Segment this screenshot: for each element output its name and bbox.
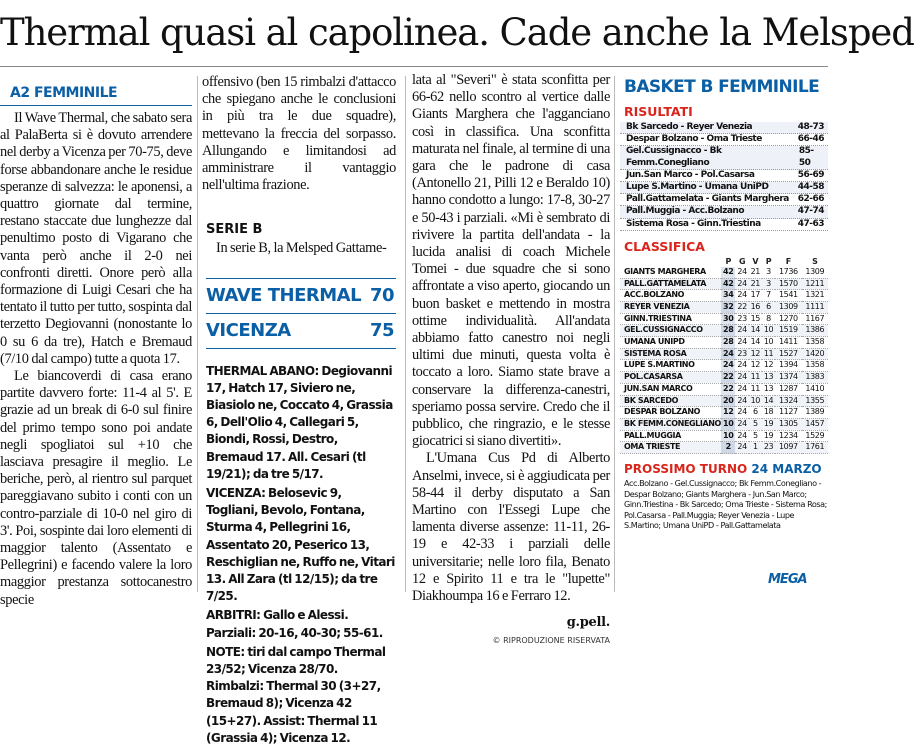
- standings-cell: 34: [721, 290, 736, 302]
- standings-cell: 5: [749, 430, 762, 442]
- standings-cell: 24: [735, 383, 748, 395]
- standings-cell: 24: [735, 430, 748, 442]
- standings-row: [620, 395, 828, 407]
- standings-cell: 1305: [775, 418, 801, 430]
- standings-cell: 1355: [802, 395, 828, 407]
- paragraph: L'Umana Cus Pd di Alberto Anselmi, invece, si è aggiudicata per 58-44 il derby disputato a San Martino con l'Essegi Lupe che lamenta diverse assenze: 11-11, 26-19 e 42-33 i parziali delle universitarie; nelle loro fila, Benato 12 e Spirito 11 e tra le "lupette" Diakhoumpa 16 e Ferraro 12.: [412, 450, 610, 605]
- standings-cell: 42: [721, 278, 736, 290]
- standings-team: GIANTS MARGHERA: [620, 267, 721, 278]
- column-1: [0, 76, 192, 609]
- box-score-label: VICENZA:: [206, 486, 266, 501]
- standings-cell: 14: [762, 395, 775, 407]
- column-2: [202, 76, 396, 749]
- standings-cell: 1097: [775, 442, 801, 454]
- result-row: [620, 170, 828, 182]
- standings-team: OMA TRIESTE: [620, 442, 721, 454]
- standings-cell: 24: [735, 267, 748, 278]
- standings-cell: 1411: [775, 337, 801, 349]
- standings-cell: 7: [762, 290, 775, 302]
- standings-cell: 1309: [775, 301, 801, 313]
- standings-cell: 22: [721, 383, 736, 395]
- standings-row: [620, 442, 828, 454]
- result-score: 44-58: [797, 182, 824, 193]
- standings-team: POL.CASARSA: [620, 372, 721, 384]
- standings-team: PALL.MUGGIA: [620, 430, 721, 442]
- standings-cell: 1358: [802, 360, 828, 372]
- standings-cell: 24: [735, 278, 748, 290]
- result-score: 48-73: [797, 122, 824, 132]
- standings-team: REYER VENEZIA: [620, 301, 721, 313]
- section-label-a2: A2 FEMMINILE: [0, 76, 192, 106]
- standings-cell: 6: [749, 407, 762, 419]
- score-row-home: [206, 282, 396, 310]
- standings-cell: 1457: [802, 418, 828, 430]
- standings-cell: 2: [721, 442, 736, 454]
- standings-cell: 12: [749, 348, 762, 360]
- away-team: VICENZA: [206, 319, 291, 341]
- score-row-away: [206, 317, 396, 345]
- standings-cell: 8: [762, 313, 775, 325]
- standings-cell: 13: [762, 383, 775, 395]
- standings-cell: 28: [721, 337, 736, 349]
- standings-cell: 14: [749, 337, 762, 349]
- result-score: 66-46: [797, 134, 824, 145]
- column-3: [412, 72, 610, 645]
- standings-cell: 1527: [775, 348, 801, 360]
- box-score-text: Gallo e Alessi. Parziali: 20-16, 40-30; 55-61.: [206, 608, 383, 640]
- article-body-3: [412, 72, 610, 605]
- standings-cell: 10: [762, 337, 775, 349]
- standings-cell: 42: [721, 267, 736, 278]
- column-separator: [405, 76, 406, 592]
- result-match: Lupe S.Martino - Umana UniPD: [626, 182, 769, 193]
- standings-cell: 12: [762, 360, 775, 372]
- result-score: 47-74: [797, 206, 824, 217]
- standings-header-cell: F: [785, 256, 791, 266]
- standings-team: JUN.SAN MARCO: [620, 383, 721, 395]
- standings-cell: 18: [762, 407, 775, 419]
- standings-cell: 30: [721, 313, 736, 325]
- standings-team: GEL.CUSSIGNACCO: [620, 325, 721, 337]
- standings-header-cell: [620, 257, 721, 267]
- standings-row: [620, 301, 828, 313]
- basket-b-box: [620, 76, 828, 531]
- standings-cell: 21: [749, 267, 762, 278]
- score-rule: [206, 313, 396, 314]
- standings-header-cell: P: [725, 256, 731, 266]
- standings-cell: 1570: [775, 278, 801, 290]
- article-body-2: [202, 74, 396, 194]
- standings-cell: 23: [762, 442, 775, 454]
- standings-row: [620, 383, 828, 395]
- standings-row: [620, 372, 828, 384]
- result-score: 62-66: [797, 194, 824, 205]
- standings-cell: 24: [735, 407, 748, 419]
- score-box: [202, 278, 396, 349]
- standings-cell: 1309: [802, 267, 828, 278]
- standings-cell: 24: [735, 290, 748, 302]
- standings-cell: 1761: [802, 442, 828, 454]
- standings-cell: 24: [735, 395, 748, 407]
- column-separator: [614, 76, 615, 592]
- box-score-label: ARBITRI:: [206, 608, 261, 623]
- result-row: [620, 219, 828, 231]
- headline: Thermal quasi al capolinea. Cade anche la Melsped: [0, 11, 914, 54]
- standings-row: [620, 348, 828, 360]
- standings-cell: 12: [721, 407, 736, 419]
- next-round-fixtures: Acc.Bolzano - Gel.Cussignacco; Bk Femm.Conegliano - Despar Bolzano; Giants Marghera - Jun.San Marco; Ginn.Triestina - Bk Sarcedo; Oma Trieste - Sistema Rosa; Pol.Casarsa - Pall.Muggia; Reyer Venezia - Lupe S.Martino; Umana UniPD - Pall.Gattamelata: [624, 478, 827, 531]
- standings-cell: 24: [721, 348, 736, 360]
- score-rule: [206, 348, 396, 349]
- standings-cell: 24: [735, 372, 748, 384]
- result-row: [620, 194, 828, 206]
- basket-b-title: BASKET B FEMMINILE: [624, 77, 820, 97]
- standings-row: [620, 337, 828, 349]
- standings-label: CLASSIFICA: [624, 238, 705, 254]
- standings-team: LUPE S.MARTINO: [620, 360, 721, 372]
- result-score: 47-63: [797, 218, 824, 229]
- standings-cell: 22: [721, 372, 736, 384]
- standings-header-cell: G: [739, 256, 746, 266]
- standings-cell: 1541: [775, 290, 801, 302]
- standings-cell: 17: [749, 290, 762, 302]
- result-match: Jun.San Marco - Pol.Casarsa: [626, 169, 755, 180]
- result-match: Pall.Muggia - Acc.Bolzano: [626, 206, 745, 217]
- standings-row: [620, 418, 828, 430]
- home-points: 70: [369, 284, 394, 306]
- standings-team: BK SARCEDO: [620, 395, 721, 407]
- standings-cell: 12: [749, 360, 762, 372]
- standings-header-cell: S: [812, 256, 818, 266]
- result-row: [620, 134, 828, 146]
- standings-cell: 1383: [802, 372, 828, 384]
- article-body-1: [0, 110, 192, 609]
- result-score: 56-69: [797, 169, 824, 180]
- result-row: [620, 182, 828, 194]
- box-score: [202, 363, 396, 747]
- result-row: [620, 146, 828, 169]
- standings-cell: 11: [749, 383, 762, 395]
- standings-header-row: [620, 257, 828, 267]
- result-score: 85-50: [798, 146, 814, 168]
- results-label: RISULTATI: [624, 104, 693, 119]
- standings-cell: 10: [721, 418, 736, 430]
- standings-cell: 1: [749, 442, 762, 454]
- box-score-entry: [206, 607, 396, 641]
- standings-team: UMANA UNIPD: [620, 337, 721, 349]
- standings-cell: 1420: [802, 348, 828, 360]
- standings-cell: 1287: [775, 383, 801, 395]
- results-list: [620, 122, 828, 231]
- standings-team: BK FEMM.CONEGLIANO: [620, 418, 721, 430]
- standings-cell: 1529: [802, 430, 828, 442]
- standings-cell: 3: [762, 267, 775, 278]
- box-score-text: tiri dal campo Thermal 23/52; Vicenza 28/70. Rimbalzi: Thermal 30 (3+27, Bremaud 8); Vicenza 42 (15+27). Assist: Thermal 11 (Grassia 4); Vicenza 12.: [206, 644, 386, 745]
- standings-body: [620, 267, 828, 454]
- next-round-date: 24 MARZO: [751, 462, 822, 477]
- standings-cell: 1211: [802, 278, 828, 290]
- standings-team: SISTEMA ROSA: [620, 348, 721, 360]
- paragraph: Il Wave Thermal, che sabato sera al PalaBerta si è dovuto arrendere nel derby a Vicenza per 70-75, deve forse abbandonare anche le residue speranze di salvezza: le aponensi, a quattro giornate dal termine, restano staccate due lunghezze dal penultimo posto di Vigarano che vanta però anche il 2-0 nei confronti diretti. Onore però alla formazione di Luigi Cesari che ha tentato il tutto per tutto, sospinta dal terzetto Degiovanni (nonostante lo 0 su 6 da tre), Hatch e Bremaud (7/10 dal campo) tutte a quota 17.: [0, 110, 192, 367]
- standings-cell: 20: [721, 395, 736, 407]
- standings-team: DESPAR BOLZANO: [620, 407, 721, 419]
- paragraph: lata al "Severi" è stata sconfitta per 66-62 nello scontro al vertice dalle Giants Marghera che l'agganciano così in classifica. Una sconfitta maturata nel finale, al termine di una gara che le padrone di casa (Antonello 21, Pilli 12 e Beraldo 10) hanno condotto a lungo: 17-8, 30-27 e 50-43 i parziali. «Mi è sembrato di rivivere la partita dell'andata - la lucida analisi di coach Michele Tomei - due squadre che si sono affrontate a viso aperto, giocando un buon basket e mettendo in mostra ottime individualità. All'andata abbiamo fatto canestro noi negli ultimi due minuti, questa volta è toccato a loro. Siamo state brave a conservare la differenza-canestri, speriamo possa servire. Credo che il pubblico, che ringrazio, e le stesse giocatrici si siano divertiti».: [412, 72, 610, 450]
- standings-cell: 1167: [802, 313, 828, 325]
- box-score-label: THERMAL ABANO:: [206, 363, 319, 378]
- standings-cell: 32: [721, 301, 736, 313]
- standings-table: [620, 257, 828, 454]
- standings-cell: 1321: [802, 290, 828, 302]
- standings-cell: 24: [735, 325, 748, 337]
- next-round-label: PROSSIMO TURNO: [624, 462, 748, 477]
- standings-row: [620, 407, 828, 419]
- result-row: [620, 206, 828, 218]
- result-match: Bk Sarcedo - Reyer Venezia: [626, 122, 753, 132]
- standings-cell: 24: [735, 360, 748, 372]
- standings-cell: 15: [749, 313, 762, 325]
- standings-cell: 1519: [775, 325, 801, 337]
- box-score-entry: [206, 485, 396, 605]
- copyright-notice: © RIPRODUZIONE RISERVATA: [492, 636, 610, 646]
- standings-cell: 23: [735, 348, 748, 360]
- standings-cell: 10: [762, 325, 775, 337]
- box-score-entry: [206, 363, 396, 483]
- standings-team: ACC.BOLZANO: [620, 290, 721, 302]
- standings-cell: 13: [762, 372, 775, 384]
- standings-cell: 1410: [802, 383, 828, 395]
- box-score-text: Belosevic 9, Togliani, Bevolo, Fontana, Sturma 4, Pellegrini 16, Assentato 20, Peserico 13, Reschiglian ne, Ruffo ne, Vitari 13. All Zara (tl 12/15); da tre 7/25.: [206, 486, 395, 604]
- result-match: Despar Bolzano - Oma Trieste: [626, 134, 762, 145]
- standings-cell: 14: [749, 325, 762, 337]
- standings-cell: 21: [749, 278, 762, 290]
- standings-row: [620, 360, 828, 372]
- paragraph: offensivo (ben 15 rimbalzi d'attacco che spiegano anche le conclusioni in più tra le due squadre), mettevano la freccia del sorpasso. Allungando e limitandosi ad amministrare il vantaggio nell'ultima frazione.: [202, 74, 396, 194]
- standings-row: [620, 325, 828, 337]
- serie-b-intro: [202, 240, 396, 257]
- standings-cell: 23: [735, 313, 748, 325]
- standings-cell: 10: [721, 430, 736, 442]
- home-team: WAVE THERMAL: [206, 284, 362, 306]
- standings-row: [620, 267, 828, 278]
- standings-cell: 16: [749, 301, 762, 313]
- standings-cell: 1324: [775, 395, 801, 407]
- paragraph: Le biancoverdi di casa erano partite davvero forte: 11-4 al 5'. E grazie ad un break di 6-0 sul finire del primo tempo sono poi andate negli spogliatoi sul +10 che lasciava presagire il meglio. Le beriche, però, al rientro sul parquet pareggiavano subito i conti con un contro-parziale di 10-0 nel giro di 3'. Poi, sospinte dai loro elementi di maggior talento (Assentato e Pellegrini) e facendo valere la loro maggior prestanza sottocanestro specie: [0, 368, 192, 608]
- standings-team: GINN.TRIESTINA: [620, 313, 721, 325]
- standings-cell: 1111: [802, 301, 828, 313]
- score-rule: [206, 278, 396, 279]
- standings-cell: 1270: [775, 313, 801, 325]
- standings-row: [620, 278, 828, 290]
- standings-cell: 28: [721, 325, 736, 337]
- standings-cell: 24: [721, 360, 736, 372]
- box-score-label: NOTE:: [206, 644, 245, 659]
- standings-header-cell: P: [765, 256, 772, 266]
- top-rule: [0, 66, 828, 67]
- away-points: 75: [369, 319, 394, 341]
- standings-cell: 1127: [775, 407, 801, 419]
- result-match: Sistema Rosa - Ginn.Triestina: [626, 218, 761, 229]
- standings-cell: 1386: [802, 325, 828, 337]
- standings-cell: 22: [735, 301, 748, 313]
- result-row: [620, 122, 828, 134]
- result-match: Pall.Gattamelata - Giants Marghera: [626, 194, 789, 205]
- box-score-text: Degiovanni 17, Hatch 17, Siviero ne, Biasiolo ne, Coccato 4, Grassia 6, Dell'Olio 4, Callegari 5, Biondi, Rossi, Destro, Bremaud 17. All. Cesari (tl 19/21); da tre 5/17.: [206, 363, 393, 481]
- next-round-title: [620, 462, 828, 476]
- result-match: Gel.Cussignacco - Bk Femm.Conegliano: [626, 146, 722, 168]
- standings-cell: 24: [735, 442, 748, 454]
- standings-team: PALL.GATTAMELATA: [620, 278, 721, 290]
- column-separator: [197, 76, 198, 592]
- standings-cell: 5: [749, 418, 762, 430]
- standings-cell: 10: [749, 395, 762, 407]
- publisher-logo: MEGA: [768, 572, 807, 587]
- section-label-serie-b: SERIE B: [206, 222, 263, 238]
- standings-row: [620, 430, 828, 442]
- standings-cell: 19: [762, 430, 775, 442]
- standings-row: [620, 290, 828, 302]
- standings-cell: 1234: [775, 430, 801, 442]
- paragraph: In serie B, la Melsped Gattame-: [216, 240, 387, 257]
- standings-cell: 1358: [802, 337, 828, 349]
- standings-cell: 1394: [775, 360, 801, 372]
- box-score-entry: [206, 644, 396, 747]
- standings-header-cell: V: [752, 256, 759, 266]
- standings-row: [620, 313, 828, 325]
- standings-cell: 24: [735, 418, 748, 430]
- standings-cell: 1736: [775, 267, 801, 278]
- standings-cell: 6: [762, 301, 775, 313]
- standings-cell: 19: [762, 418, 775, 430]
- standings-cell: 1389: [802, 407, 828, 419]
- standings-cell: 11: [762, 348, 775, 360]
- standings-cell: 1374: [775, 372, 801, 384]
- author-signature: g.pell.: [566, 615, 610, 631]
- standings-cell: 24: [735, 337, 748, 349]
- standings-cell: 11: [749, 372, 762, 384]
- standings-cell: 3: [762, 278, 775, 290]
